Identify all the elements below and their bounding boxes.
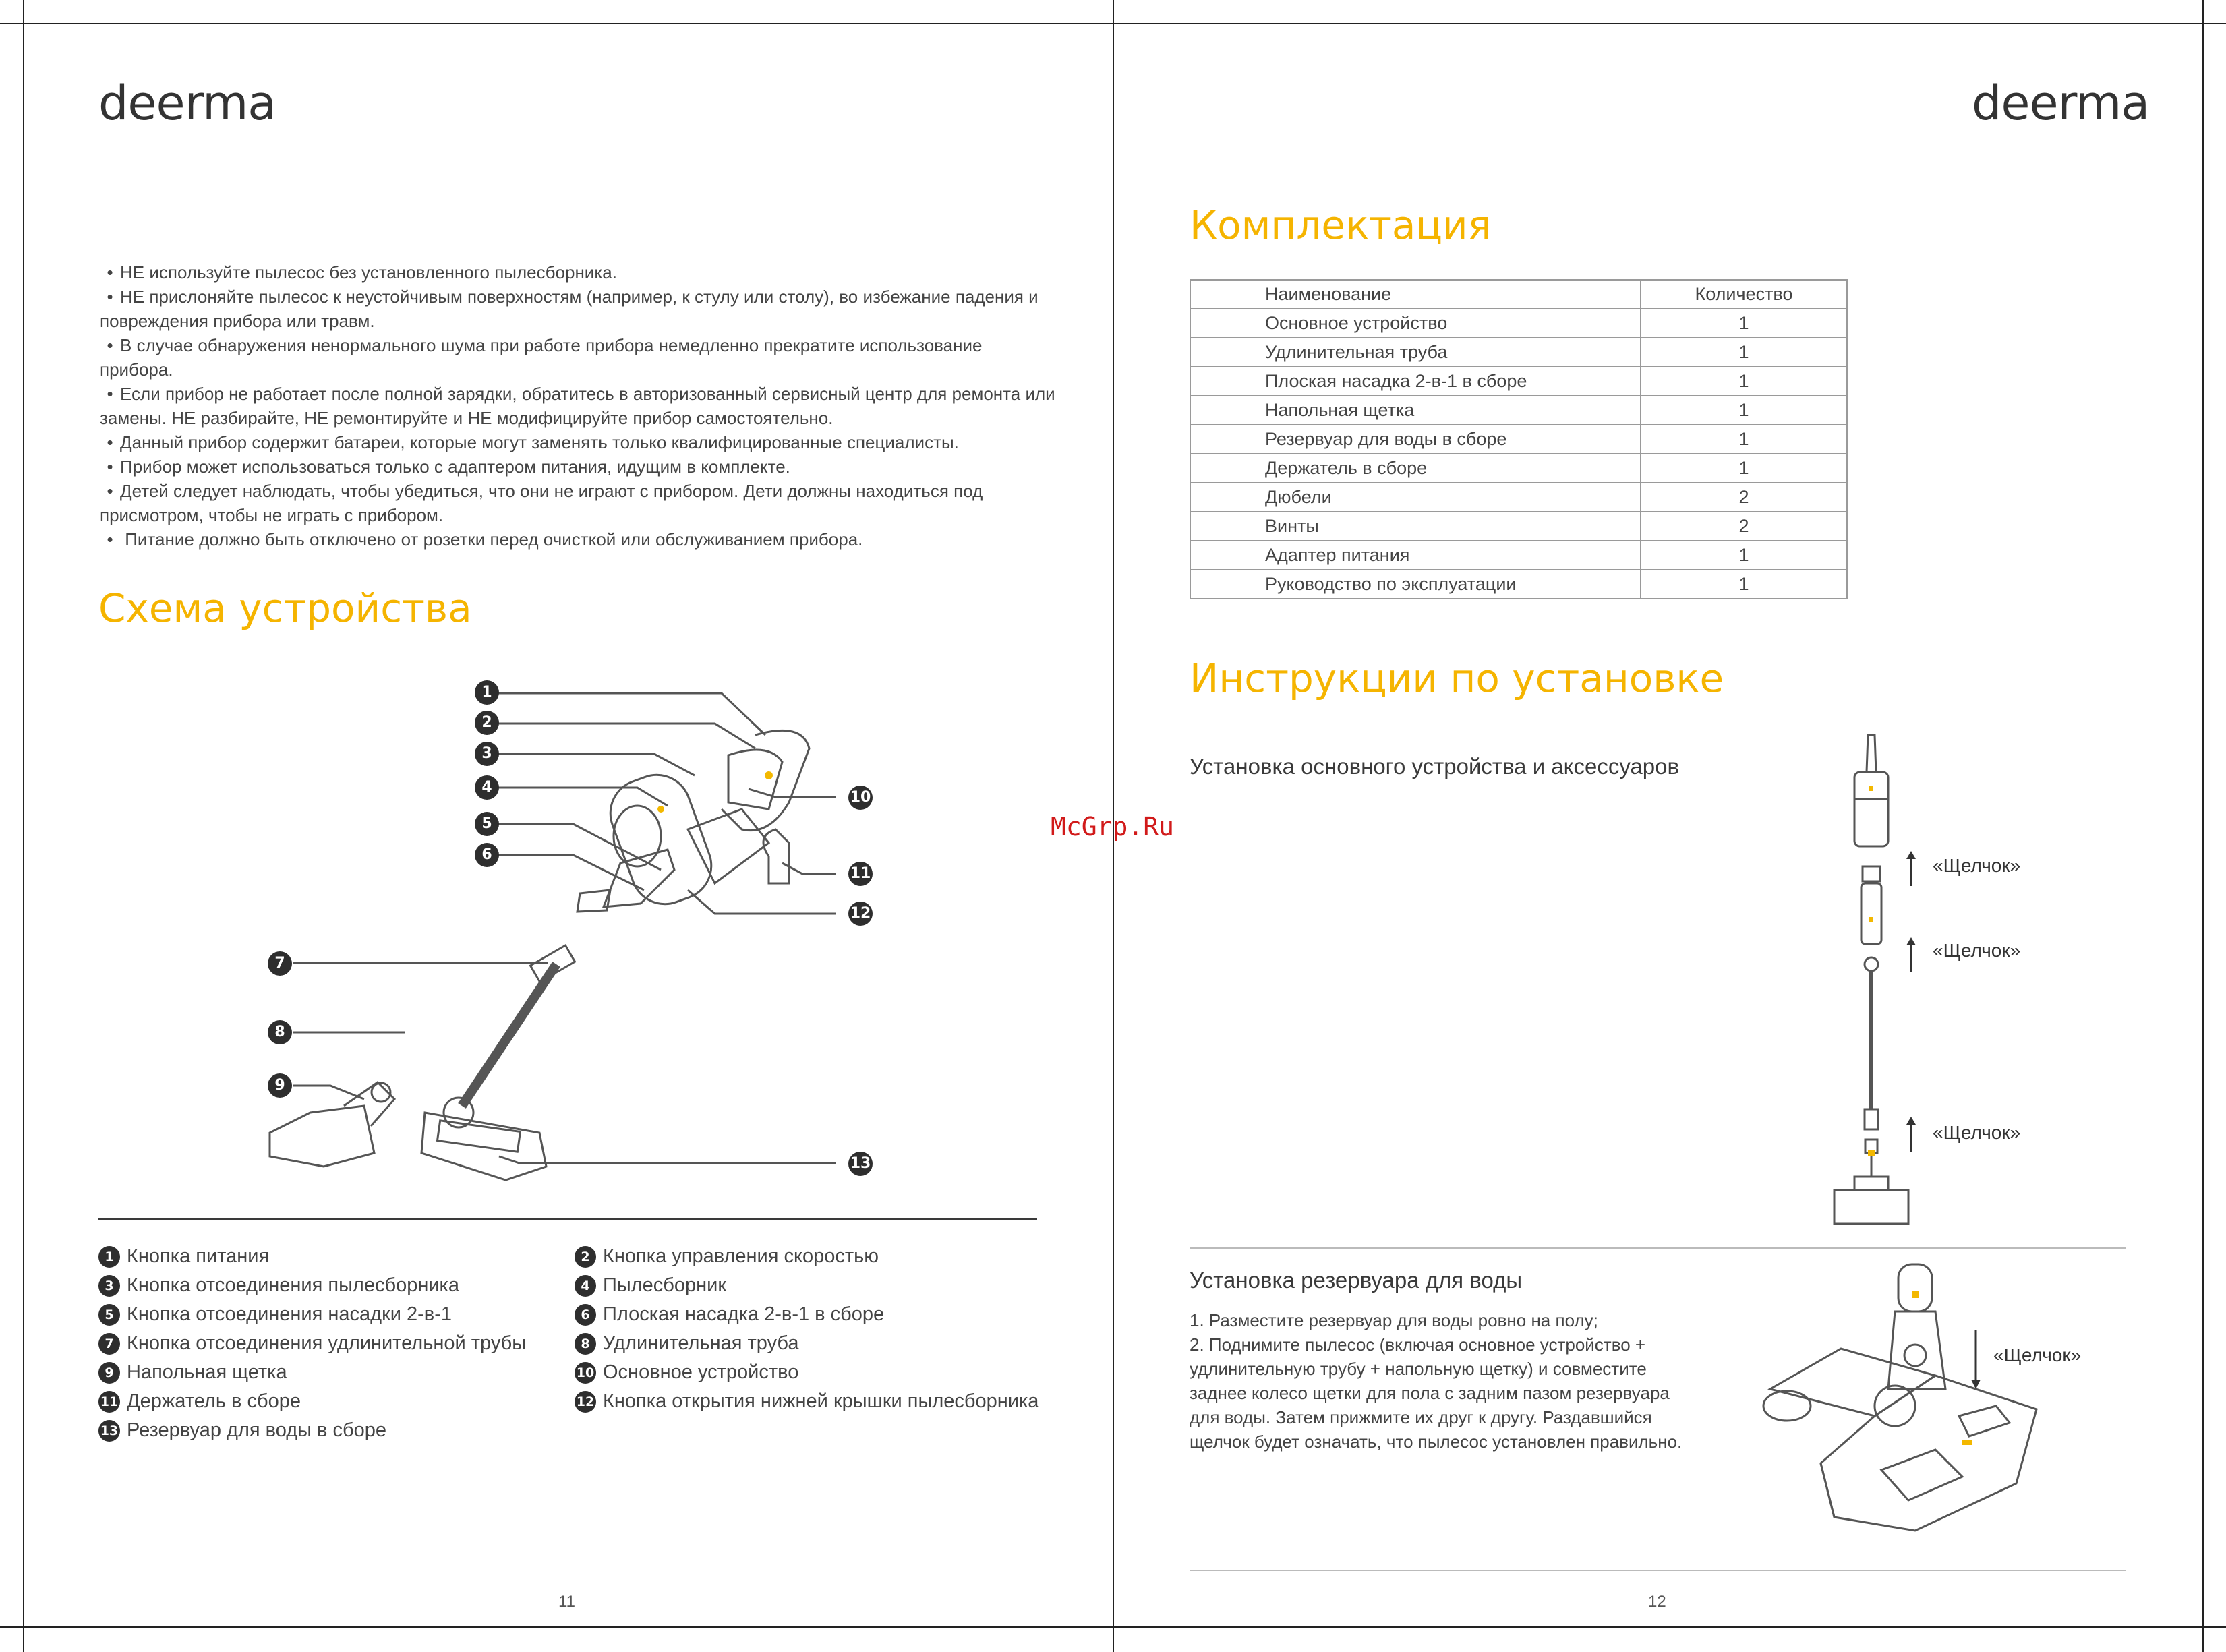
legend-item — [98, 1271, 526, 1300]
legend-item — [575, 1387, 1038, 1416]
arrow-up-icon — [1904, 851, 1918, 886]
legend-label: Кнопка отсоединения удлинительной трубы — [127, 1332, 527, 1354]
table-cell-name: Плоская насадка 2-в-1 в сборе — [1190, 367, 1641, 396]
click-label: «Щелчок» — [1933, 1122, 2021, 1143]
brand-logo-text: deerma — [98, 76, 276, 131]
tank-step-line: 1. Разместите резервуар для воды ровно на полу; — [1190, 1310, 1598, 1330]
legend-label: Пылесборник — [603, 1274, 727, 1296]
legend-number: 13 — [98, 1420, 120, 1442]
safety-bullet: • Питание должно быть отключено от розетки перед очисткой или обслуживанием прибора. — [100, 527, 1057, 552]
legend-item — [575, 1271, 1038, 1300]
arrow-up-icon — [1904, 937, 1918, 972]
legend-item — [98, 1416, 526, 1445]
table-cell-qty: 1 — [1641, 396, 1847, 425]
watermark-text: McGrp.Ru — [1051, 812, 1175, 842]
table-row — [1190, 454, 1847, 483]
section-divider — [1190, 1247, 2126, 1249]
legend-number: 10 — [575, 1362, 596, 1384]
callout-badge: 13 — [848, 1152, 873, 1176]
legend-label: Кнопка открытия нижней крышки пылесборника — [603, 1390, 1039, 1412]
legend-label: Резервуар для воды в сборе — [127, 1419, 387, 1441]
install-title: Инструкции по установке — [1190, 655, 1724, 701]
legend-label: Кнопка отсоединения насадки 2-в-1 — [127, 1303, 452, 1325]
table-cell-qty: 1 — [1641, 367, 1847, 396]
trim-line-right — [2202, 0, 2204, 1652]
legend-item — [575, 1242, 1038, 1271]
legend-label: Плоская насадка 2-в-1 в сборе — [603, 1303, 885, 1325]
table-cell-qty: 1 — [1641, 309, 1847, 338]
tank-install-title: Установка резервуара для воды — [1190, 1268, 1523, 1293]
callout-badge: 8 — [268, 1020, 292, 1044]
legend-label: Удлинительная труба — [603, 1332, 799, 1354]
legend-number: 9 — [98, 1362, 120, 1384]
safety-bullet: • В случае обнаружения ненормального шума при работе прибора немедленно прекратите использование прибора. — [100, 333, 1057, 382]
brand-logo-text: deerma — [1972, 76, 2150, 131]
click-label: «Щелчок» — [1933, 940, 2021, 961]
callout-badge: 10 — [848, 786, 873, 810]
arrow-down-icon — [1969, 1330, 1983, 1390]
brand-logo — [98, 76, 276, 131]
legend-number: 6 — [575, 1304, 596, 1326]
table-cell-qty: 1 — [1641, 338, 1847, 367]
table-cell-name: Дюбели — [1190, 483, 1641, 512]
callout-badge: 6 — [475, 843, 499, 867]
table-cell-qty: 2 — [1641, 512, 1847, 541]
table-cell-qty: 1 — [1641, 425, 1847, 454]
legend-divider — [98, 1218, 1037, 1220]
legend-number: 3 — [98, 1275, 120, 1297]
legend-item — [575, 1329, 1038, 1358]
kit-title: Комплектация — [1190, 202, 1492, 248]
legend-item — [98, 1329, 526, 1358]
legend-label: Кнопка отсоединения пылесборника — [127, 1274, 460, 1296]
table-row — [1190, 309, 1847, 338]
table-cell-qty: 2 — [1641, 483, 1847, 512]
assembly-illustration — [1821, 732, 1929, 1231]
table-header-row — [1190, 280, 1847, 309]
callout-badge: 9 — [268, 1073, 292, 1098]
legend-number: 7 — [98, 1333, 120, 1355]
table-row — [1190, 338, 1847, 367]
table-row — [1190, 541, 1847, 570]
table-row — [1190, 483, 1847, 512]
safety-bullet: • НЕ прислоняйте пылесос к неустойчивым поверхностям (например, к стулу или столу), во избежание падения и повреждения прибора или травм. — [100, 285, 1057, 333]
footer-divider — [1190, 1570, 2126, 1571]
table-cell-name: Резервуар для воды в сборе — [1190, 425, 1641, 454]
legend-number: 8 — [575, 1333, 596, 1355]
table-cell-qty: 1 — [1641, 454, 1847, 483]
table-cell-qty: 1 — [1641, 570, 1847, 599]
legend-number: 1 — [98, 1246, 120, 1268]
safety-bullet-list — [100, 260, 1057, 552]
table-cell-qty: 1 — [1641, 541, 1847, 570]
callout-badge: 1 — [475, 680, 499, 705]
legend-item — [575, 1358, 1038, 1387]
safety-bullet: • Если прибор не работает после полной зарядки, обратитесь в авторизованный сервисный центр для ремонта или замены. НЕ разбирайте, НЕ ремонтируйте и НЕ модифицируйте прибор самостоятельно. — [100, 382, 1057, 430]
device-exploded-diagram — [256, 668, 897, 1193]
table-row — [1190, 570, 1847, 599]
tank-step-line: заднее колесо щетки для пола с задним пазом резервуара — [1190, 1383, 1670, 1403]
legend-label: Кнопка управления скоростью — [603, 1245, 879, 1267]
legend-label: Кнопка питания — [127, 1245, 270, 1267]
callout-badge: 4 — [475, 775, 499, 800]
tank-step-line: щелчок будет означать, что пылесос установлен правильно. — [1190, 1432, 1682, 1452]
legend-left-column — [98, 1242, 526, 1445]
legend-item — [98, 1242, 526, 1271]
legend-number: 2 — [575, 1246, 596, 1268]
kit-table — [1190, 279, 1848, 599]
brand-logo — [1972, 76, 2149, 131]
callout-badge: 3 — [475, 742, 499, 766]
device-scheme-title: Схема устройства — [98, 585, 472, 631]
page-number-right: 12 — [1648, 1593, 1666, 1611]
legend-item — [98, 1300, 526, 1329]
legend-label: Держатель в сборе — [127, 1390, 301, 1412]
table-cell-name: Винты — [1190, 512, 1641, 541]
legend-item — [98, 1358, 526, 1387]
trim-line-left — [23, 0, 24, 1652]
legend-item — [98, 1387, 526, 1416]
table-row — [1190, 367, 1847, 396]
table-header-qty: Количество — [1641, 280, 1847, 309]
table-cell-name: Держатель в сборе — [1190, 454, 1641, 483]
callout-badge: 5 — [475, 812, 499, 836]
table-row — [1190, 425, 1847, 454]
safety-bullet: • Детей следует наблюдать, чтобы убедиться, что они не играют с прибором. Дети должны находиться под присмотром, чтобы не играть с прибором. — [100, 479, 1057, 527]
click-label: «Щелчок» — [1933, 855, 2021, 876]
legend-right-column — [575, 1242, 1038, 1416]
callout-badge: 11 — [848, 862, 873, 886]
page-number-left: 11 — [558, 1593, 575, 1611]
callout-badge: 12 — [848, 902, 873, 926]
legend-number: 4 — [575, 1275, 596, 1297]
legend-label: Напольная щетка — [127, 1361, 287, 1383]
callout-badge: 7 — [268, 951, 292, 976]
safety-bullet: • Прибор может использоваться только с адаптером питания, идущим в комплекте. — [100, 454, 1057, 479]
callout-badge: 2 — [475, 711, 499, 735]
table-cell-name: Руководство по эксплуатации — [1190, 570, 1641, 599]
table-cell-name: Напольная щетка — [1190, 396, 1641, 425]
table-header-name: Наименование — [1190, 280, 1641, 309]
tank-step-line: удлинительную трубу + напольную щетку) и совместите — [1190, 1359, 1647, 1379]
legend-number: 12 — [575, 1391, 596, 1413]
legend-item — [575, 1300, 1038, 1329]
table-row — [1190, 396, 1847, 425]
water-tank-illustration — [1760, 1261, 2050, 1544]
safety-bullet: • НЕ используйте пылесос без установленного пылесборника. — [100, 260, 1057, 285]
legend-number: 5 — [98, 1304, 120, 1326]
install-subtitle: Установка основного устройства и аксессуаров — [1190, 754, 1680, 779]
tank-install-steps — [1190, 1308, 1702, 1454]
legend-number: 11 — [98, 1391, 120, 1413]
table-cell-name: Удлинительная труба — [1190, 338, 1641, 367]
tank-step-line: 2. Поднимите пылесос (включая основное устройство + — [1190, 1334, 1646, 1355]
tank-step-line: для воды. Затем прижмите их друг к другу. Раздавшийся — [1190, 1407, 1652, 1427]
legend-label: Основное устройство — [603, 1361, 799, 1383]
table-cell-name: Адаптер питания — [1190, 541, 1641, 570]
arrow-up-icon — [1904, 1117, 1918, 1152]
table-row — [1190, 512, 1847, 541]
table-cell-name: Основное устройство — [1190, 309, 1641, 338]
tank-click-label: «Щелчок» — [1993, 1345, 2082, 1365]
safety-bullet: • Данный прибор содержит батареи, которые могут заменять только квалифицированные специалисты. — [100, 430, 1057, 454]
